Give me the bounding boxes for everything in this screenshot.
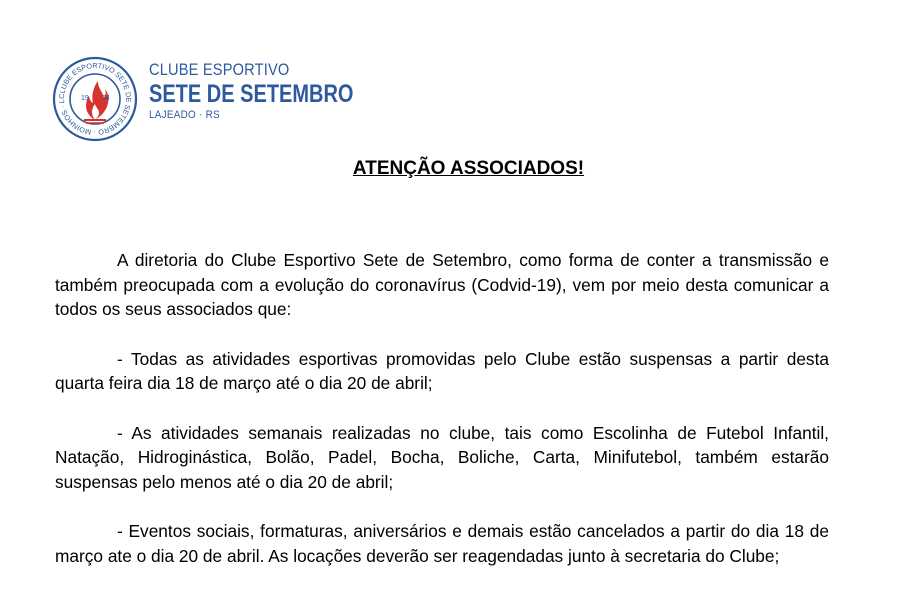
- notice-title: ATENÇÃO ASSOCIADOS!: [352, 158, 585, 179]
- club-seal-icon: [52, 56, 138, 142]
- notice-body: [55, 248, 829, 593]
- notice-paragraph-3: - As atividades semanais realizadas no clube, tais como Escolinha de Futebol Infantil, Natação, Hidroginástica, Bolão, Padel, Bocha, Boliche, Carta, Minifutebol, também estarão suspensas pelo menos até o dia 20 de abril;: [55, 422, 829, 492]
- notice-paragraph-4: - Eventos sociais, formaturas, aniversários e demais estão cancelados a partir do dia 18 de março ate o dia 20 de abril. As locações deverão ser reagendadas junto à secretaria do Clube;: [55, 521, 829, 566]
- logo-year-left: 19: [81, 95, 89, 102]
- club-name-line1: CLUBE ESPORTIVO: [149, 60, 290, 79]
- logo-ring-text: CLUBE ESPORTIVO SETE DE SETEMBRO · MOINHOS · L: [56, 60, 134, 138]
- logo-year-right: 34: [102, 95, 110, 102]
- club-location: LAJEADO · RS: [149, 109, 220, 121]
- club-name-line2: SETE DE SETEMBRO: [149, 80, 354, 108]
- club-logo: [52, 56, 138, 142]
- notice-paragraph-2: - Todas as atividades esportivas promovidas pelo Clube estão suspensas a partir desta quarta feira dia 18 de março até o dia 20 de abril;: [55, 348, 829, 393]
- club-name-block: [149, 60, 405, 122]
- notice-paragraph-1: A diretoria do Clube Esportivo Sete de Setembro, como forma de conter a transmissão e também preocupada com a evolução do coronavírus (Codvid-19), vem por meio desta comunicar a todos os seus associados que:: [55, 250, 829, 319]
